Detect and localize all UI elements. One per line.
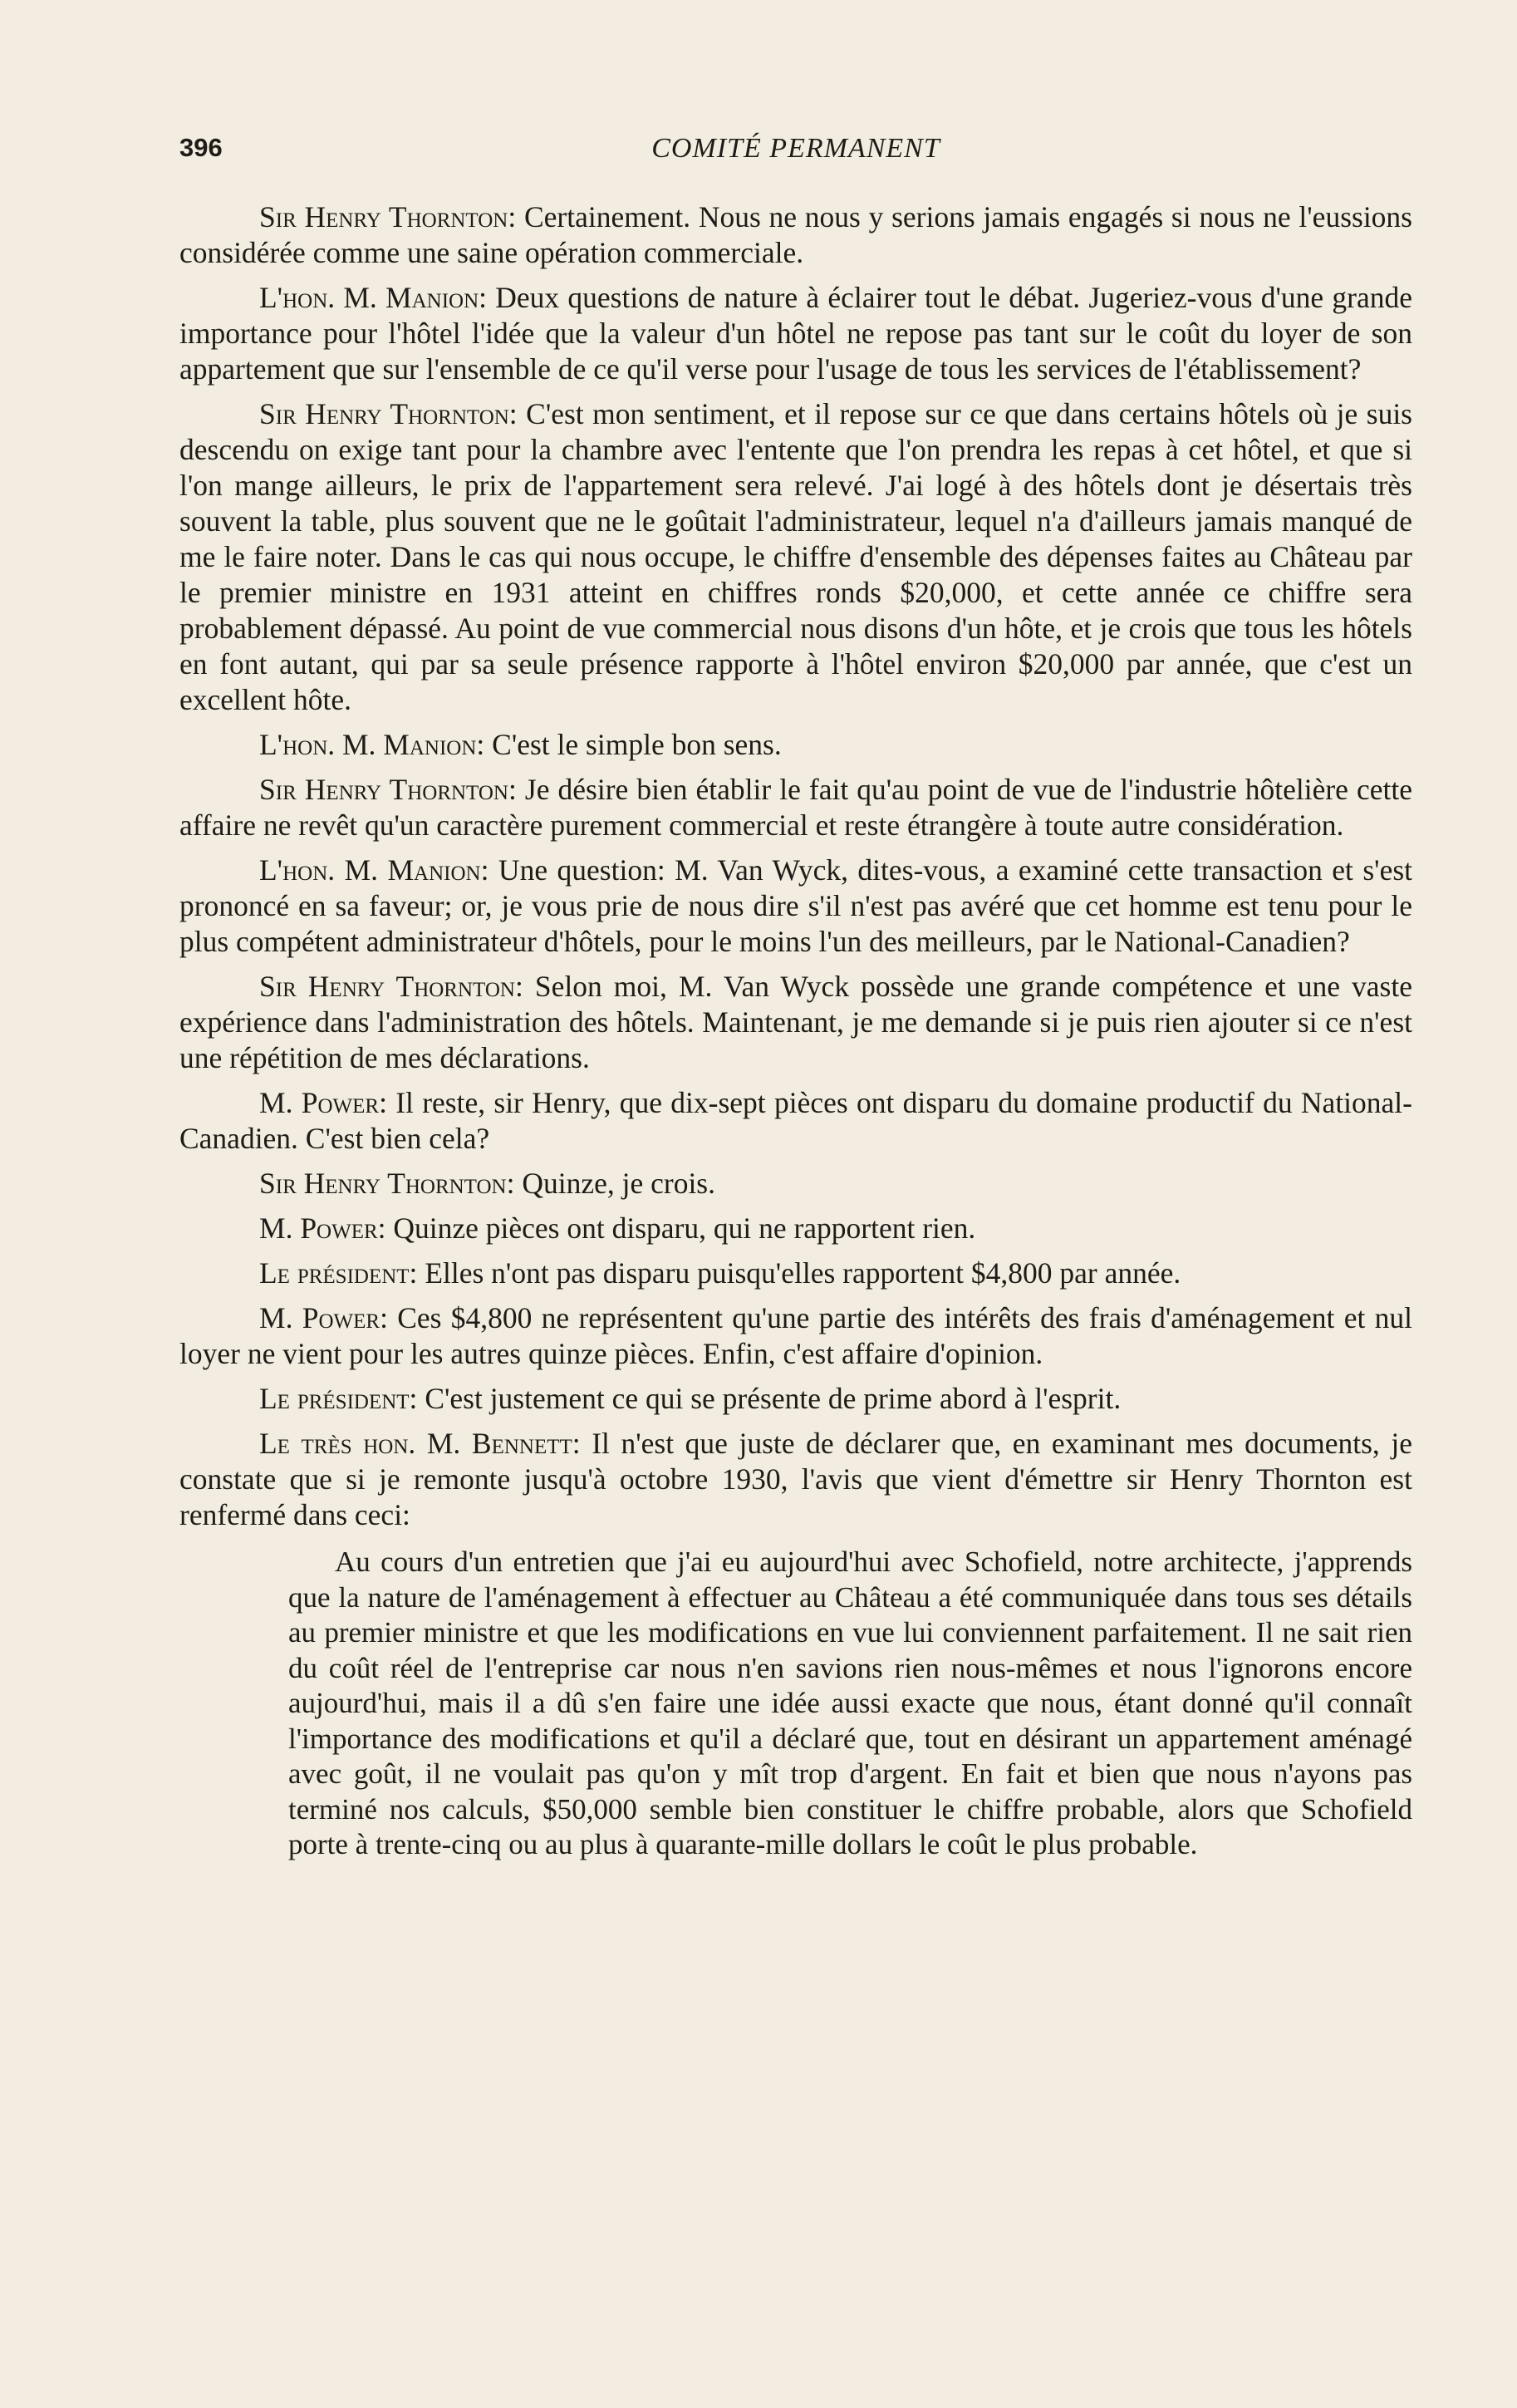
paragraph-text: Ces $4,800 ne représentent qu'une partie des intérêts des frais d'aménagement et nul loyer ne vient pour les autres quinze pièces. Enfin, c'est affaire d'opinion. xyxy=(179,1301,1412,1370)
paragraph-text: Quinze, je crois. xyxy=(514,1167,715,1200)
paragraph-text: Deux questions de nature à éclairer tout le débat. Jugeriez-vous d'une grande importance pour l'hôtel l'idée que la valeur d'un hôtel ne repose pas tant sur le coût du loyer de son appartement que sur l'ensemble de ce qu'il verse pour l'usage de tous les services de l'établissement? xyxy=(179,281,1413,386)
speaker-name: Le très hon. M. Bennett: xyxy=(259,1427,581,1460)
block-quote: Au cours d'un entretien que j'ai eu aujourd'hui avec Schofield, notre architecte, j'apprends que la nature de l'aménagement à effectuer au Château a été communiquée dans tous ses détails au premier ministre et que les modifications en vue lui conviennent parfaitement. Il ne sait rien du coût réel de l'entreprise car nous n'en savions rien nous-mêmes et nous l'ignorons encore aujourd'hui, mais il a dû s'en faire une idée aussi exacte que nous, étant donné qu'il connaît l'importance des modifications et qu'il a déclaré que, tout en désirant un appartement aménagé avec goût, il ne voulait pas qu'on y mît trop d'argent. En fait et bien que nous n'ayons pas terminé nos calculs, $50,000 semble bien constituer le chiffre probable, alors que Schofield porte à trente-cinq ou au plus à quarante-mille dollars le coût le plus probable. xyxy=(288,1546,1412,1860)
speaker-name: M. Power: xyxy=(259,1211,386,1245)
speaker-name: L'hon. M. Manion: xyxy=(259,728,485,761)
paragraph xyxy=(179,1300,1412,1372)
paragraph-text: Je désire bien établir le fait qu'au point de vue de l'industrie hôtelière cette affaire ne revêt qu'un caractère purement commercial et reste étrangère à toute autre considération. xyxy=(179,773,1412,842)
speaker-name: Sir Henry Thornton: xyxy=(259,970,523,1003)
paragraph xyxy=(179,1426,1412,1533)
speaker-name: Sir Henry Thornton: xyxy=(259,200,517,233)
paragraph xyxy=(179,772,1412,843)
paragraph xyxy=(179,1381,1412,1417)
paragraph xyxy=(179,280,1412,387)
paragraph-text: Quinze pièces ont disparu, qui ne rapportent rien. xyxy=(385,1211,976,1245)
paragraph-text: Elles n'ont pas disparu puisqu'elles rapportent $4,800 par année. xyxy=(417,1256,1181,1290)
paragraph xyxy=(179,1166,1412,1202)
speaker-name: L'hon. M. Manion: xyxy=(259,853,489,887)
page-header xyxy=(179,133,1412,174)
document-body xyxy=(179,199,1412,1863)
paragraph xyxy=(179,1256,1412,1291)
speaker-name: Le président: xyxy=(259,1256,418,1290)
paragraph xyxy=(179,1211,1412,1246)
paragraph-text: Une question: M. Van Wyck, dites-vous, a examiné cette transaction et s'est prononcé en sa faveur; or, je vous prie de nous dire s'il n'est pas avéré que cet homme est tenu pour le plus compétent administrateur d'hôtels, pour le moins l'un des meilleurs, par le National-Canadien? xyxy=(179,853,1413,958)
paragraph-text: Certainement. Nous ne nous y serions jamais engagés si nous ne l'eussions considérée comme une saine opération commerciale. xyxy=(179,200,1412,269)
paragraph xyxy=(179,199,1412,271)
paragraph-text: Il reste, sir Henry, que dix-sept pièces ont disparu du domaine productif du National-Canadien. C'est bien cela? xyxy=(179,1086,1412,1155)
paragraph-text: Selon moi, M. Van Wyck possède une grande compétence et une vaste expérience dans l'administration des hôtels. Maintenant, je me demande si je puis rien ajouter si ce n'est une répétition de mes déclarations. xyxy=(179,970,1412,1074)
running-title: COMITÉ PERMANENT xyxy=(651,133,940,164)
paragraph xyxy=(179,1085,1412,1157)
paragraph xyxy=(179,727,1412,763)
speaker-name: M. Power: xyxy=(259,1301,388,1334)
speaker-name: Sir Henry Thornton: xyxy=(259,1167,515,1200)
speaker-name: Sir Henry Thornton: xyxy=(259,773,517,806)
speaker-name: Le président: xyxy=(259,1382,418,1415)
speaker-name: M. Power: xyxy=(259,1086,387,1119)
paragraph-text: C'est mon sentiment, et il repose sur ce que dans certains hôtels où je suis descendu on exige tant pour la chambre avec l'entente que l'on prendra les repas à cet hôtel, et que si l'on mange ailleurs, le prix de l'appartement sera relevé. J'ai logé à des hôtels dont je désertais très souvent la table, plus souvent que ne le goûtait l'administrateur, lequel n'a d'ailleurs jamais manqué de me le faire noter. Dans le cas qui nous occupe, le chiffre d'ensemble des dépenses faites au Château par le premier ministre en 1931 atteint en chiffres ronds $20,000, et cette année ce chiffre sera probablement dépassé. Au point de vue commercial nous disons d'un hôte, et je crois que tous les hôtels en font autant, qui par sa seule présence rapporte à l'hôtel environ $20,000 par année, que c'est un excellent hôte. xyxy=(179,397,1412,716)
paragraph xyxy=(179,396,1412,718)
speaker-name: L'hon. M. Manion: xyxy=(259,281,488,314)
speaker-name: Sir Henry Thornton: xyxy=(259,397,518,430)
page-number: 396 xyxy=(179,133,223,162)
paragraph-text: C'est justement ce qui se présente de prime abord à l'esprit. xyxy=(417,1382,1122,1415)
paragraph xyxy=(179,853,1412,960)
paragraph-text: Il n'est que juste de déclarer que, en examinant mes documents, je constate que si je remonte jusqu'à octobre 1930, l'avis que vient d'émettre sir Henry Thornton est renfermé dans ceci: xyxy=(179,1427,1413,1531)
paragraph xyxy=(179,969,1412,1076)
paragraph-text: C'est le simple bon sens. xyxy=(484,728,782,761)
